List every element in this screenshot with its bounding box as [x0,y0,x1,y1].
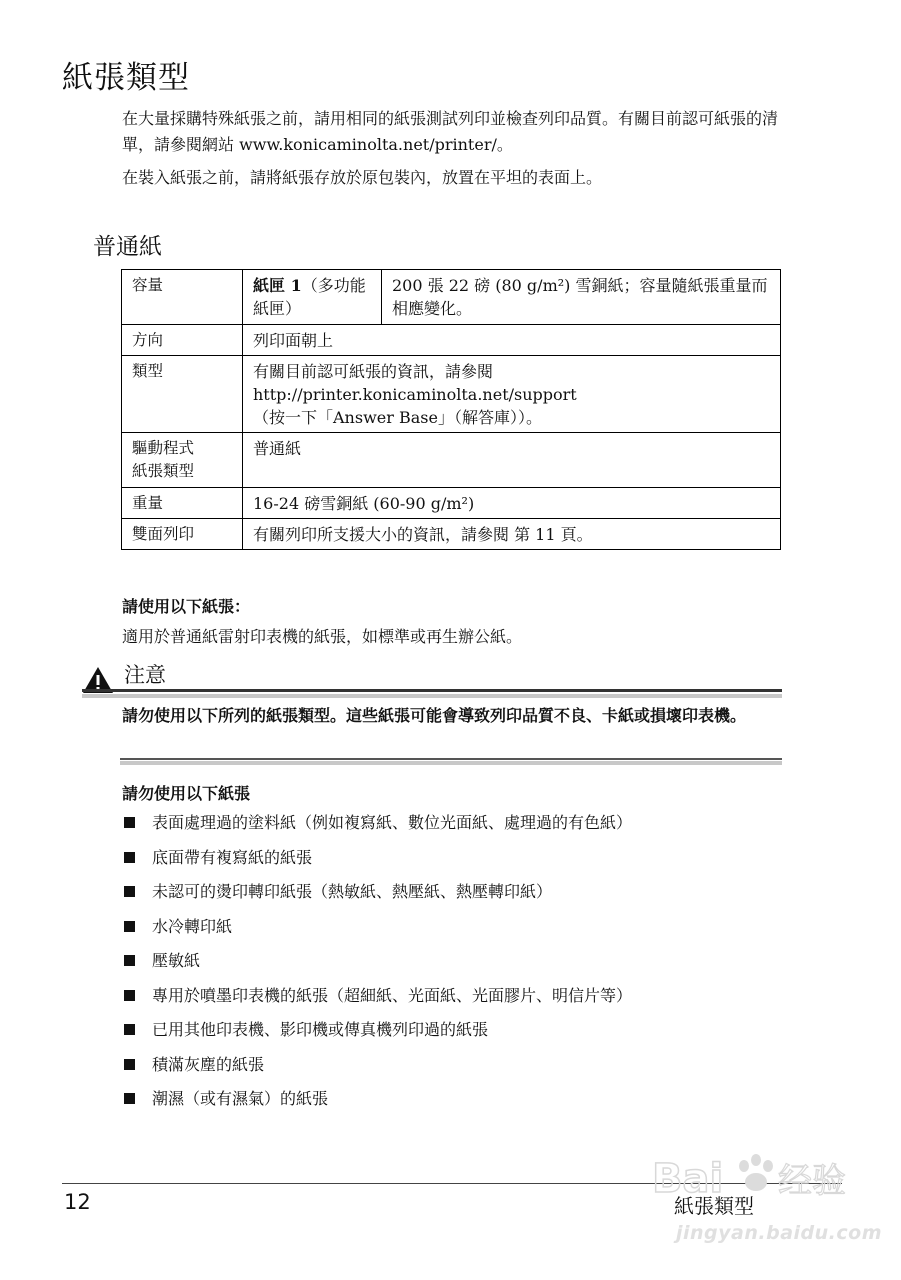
bullet-square-icon [124,1059,135,1070]
section-title: 普通紙 [93,234,162,260]
bullet-square-icon [124,990,135,1001]
list-item [122,948,782,983]
list-item [122,879,782,914]
list-item-text: 專用於噴墨印表機的紙張（超細紙、光面紙、光面膠片、明信片等） [152,985,633,1005]
type-value-line-3: （按一下「Answer Base」（解答庫））。 [253,408,542,427]
use-paper-text: 適用於普通紙雷射印表機的紙張，如標準或再生辦公紙。 [122,627,523,646]
bullet-square-icon [124,817,135,828]
page-number: 12 [64,1190,91,1214]
support-url-link[interactable]: http://printer.konicaminolta.net/support [253,385,577,404]
weight-value: 16-24 磅雪銅紙 (60-90 g/m²) [243,488,781,519]
bullet-square-icon [124,852,135,863]
bullet-square-icon [124,955,135,966]
intro-paragraph-1: 在大量採購特殊紙張之前，請用相同的紙張測試列印並檢查列印品質。有關目前認可紙張的清單，請參閱網站 www.konicaminolta.net/printer/。 [122,109,779,154]
table-row [122,433,781,488]
table-row [122,488,781,519]
list-item-text: 潮濕（或有濕氣）的紙張 [152,1089,329,1108]
capacity-tray-note: （多功能紙匣） [253,276,366,318]
list-item [122,983,782,1018]
capacity-tray-name: 紙匣 1 [253,276,302,295]
orientation-value: 列印面朝上 [243,325,781,356]
svg-text:经验: 经验 [778,1161,846,1201]
duplex-value: 有關列印所支援大小的資訊，請參閱 第 11 頁。 [243,519,781,550]
driver-paper-type-value: 普通紙 [243,433,781,488]
avoid-paper-list [122,810,782,1121]
bullet-square-icon [124,1024,135,1035]
list-item [122,914,782,949]
bullet-square-icon [124,886,135,897]
intro-paragraph-2: 在裝入紙張之前，請將紙張存放於原包裝內，放置在平坦的表面上。 [122,168,603,187]
list-item-text: 積滿灰塵的紙張 [152,1054,265,1074]
capacity-label: 容量 [122,270,243,325]
list-item [122,1017,782,1052]
list-item-text: 壓敏紙 [152,951,201,970]
driver-label-line-1: 驅動程式 [132,439,195,457]
caution-title: 注意 [124,663,166,687]
list-item [122,1052,782,1087]
list-item-text: 水冷轉印紙 [152,916,233,936]
list-item-text: 已用其他印表機、影印機或傳真機列印過的紙張 [152,1020,489,1039]
type-value-line-1: 有關目前認可紙張的資訊，請參閱 [253,362,494,381]
watermark-url: jingyan.baidu.com [676,1222,882,1244]
duplex-label: 雙面列印 [122,519,243,550]
type-label: 類型 [122,356,243,433]
caution-bottom-rule [120,758,782,760]
caution-bottom-rule-shade [120,761,782,765]
table-row [122,519,781,550]
avoid-paper-heading: 請勿使用以下紙張 [122,784,251,803]
driver-paper-type-label [122,433,243,488]
page-title: 紙張類型 [62,60,190,96]
capacity-tray-cell [243,270,382,325]
use-paper-heading: 請使用以下紙張： [122,597,251,616]
driver-label-line-2: 紙張類型 [132,462,195,480]
caution-text: 請勿使用以下所列的紙張類型。這些紙張可能會導致列印品質不良、卡紙或損壞印表機。 [122,706,747,725]
list-item [122,810,782,845]
weight-label: 重量 [122,488,243,519]
capacity-value: 200 張 22 磅 (80 g/m²) 雪銅紙；容量隨紙張重量而相應變化。 [382,270,781,325]
caution-top-rule [82,689,782,692]
footer-title: 紙張類型 [674,1194,754,1218]
table-row [122,325,781,356]
caution-top-rule-shade [82,694,782,698]
orientation-label: 方向 [122,325,243,356]
list-item [122,1086,782,1121]
table-row [122,356,781,433]
list-item-text: 表面處理過的塗料紙（例如複寫紙、數位光面紙、處理過的有色紙） [152,813,633,832]
bullet-square-icon [124,921,135,932]
list-item [122,845,782,880]
list-item-text: 未認可的燙印轉印紙張（熱敏紙、熱壓紙、熱壓轉印紙） [152,882,553,901]
bullet-square-icon [124,1093,135,1104]
list-item-text: 底面帶有複寫紙的紙張 [152,847,313,867]
svg-text:Bai: Bai [652,1156,724,1202]
type-value [243,356,781,433]
table-row [122,270,781,325]
paper-spec-table [121,269,781,550]
